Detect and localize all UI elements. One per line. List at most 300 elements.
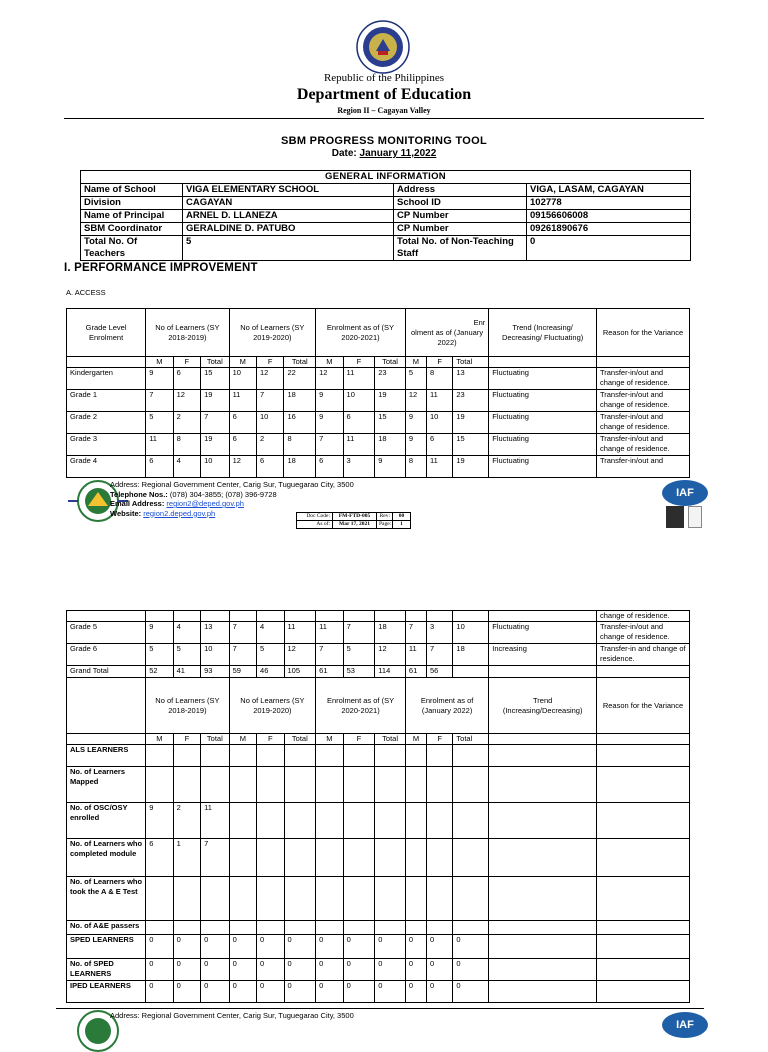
enrolment-row — [67, 390, 690, 412]
enrolment-value-cell: 15 — [375, 412, 406, 434]
hdr-jan2022-top: Enr — [473, 317, 486, 327]
enrolment-row — [67, 456, 690, 478]
als-row — [67, 877, 690, 921]
als-value-cell — [375, 745, 406, 767]
enrolment-value-cell: 12 — [173, 390, 200, 412]
als-value-cell — [405, 839, 426, 877]
enrolment-value-cell: 19 — [201, 390, 230, 412]
als-value-cell — [427, 839, 453, 877]
als-trend-cell — [489, 981, 597, 1003]
als-value-cell — [229, 921, 256, 935]
als-trend-cell — [489, 839, 597, 877]
mf-blank — [489, 734, 597, 745]
als-value-cell: 0 — [229, 959, 256, 981]
als-value-cell — [375, 839, 406, 877]
als-reason-cell — [597, 935, 690, 959]
trend-cell: Fluctuating — [489, 622, 597, 644]
enrolment-value-cell: 56 — [427, 666, 453, 678]
enrolment-value-cell: 11 — [343, 434, 375, 456]
subsection-title: A. ACCESS — [66, 288, 106, 297]
als-value-cell: 1 — [173, 839, 200, 877]
enrolment-value-cell: 5 — [405, 368, 426, 390]
als-value-cell — [453, 839, 489, 877]
access-table-page1 — [66, 308, 690, 478]
general-info-cell: CAGAYAN — [183, 197, 394, 210]
mf-header-total: Total — [453, 734, 489, 745]
als-hdr-sy2020: Enrolment as of (SY 2020-2021) — [316, 678, 406, 734]
general-info-row — [81, 236, 691, 261]
als-value-cell: 0 — [427, 959, 453, 981]
als-value-cell — [257, 839, 284, 877]
page-label: Page: — [377, 521, 393, 529]
mf-header-f: F — [427, 734, 453, 745]
trend-cell: Fluctuating — [489, 412, 597, 434]
als-value-cell: 0 — [316, 935, 343, 959]
enrolment-value-cell: 3 — [343, 456, 375, 478]
enrolment-value-cell: 6 — [257, 456, 284, 478]
als-value-cell — [173, 921, 200, 935]
als-value-cell — [229, 803, 256, 839]
footer-telephone: (078) 304-3855; (078) 396-9728 — [169, 489, 277, 499]
als-value-cell — [316, 803, 343, 839]
mf-header-m: M — [146, 734, 173, 745]
als-value-cell: 0 — [146, 981, 173, 1003]
trend-cell: Fluctuating — [489, 390, 597, 412]
hdr-sy2019: No of Learners (SY 2019-2020) — [229, 309, 316, 357]
als-value-cell — [316, 745, 343, 767]
als-trend-cell — [489, 745, 597, 767]
enrolment-value-cell: 16 — [284, 412, 316, 434]
als-value-cell: 0 — [229, 935, 256, 959]
als-value-cell — [146, 921, 173, 935]
general-info-cell: 0 — [527, 236, 691, 261]
hdr-sy2018: No of Learners (SY 2018-2019) — [146, 309, 229, 357]
als-value-cell — [375, 767, 406, 803]
general-info-cell: Name of Principal — [81, 210, 183, 223]
general-info-cell: 5 — [183, 236, 394, 261]
grade-level-cell: Grade 3 — [67, 434, 146, 456]
enrolment-row — [67, 434, 690, 456]
enrolment-value-cell: 11 — [229, 390, 256, 412]
enrolment-value-cell: 9 — [405, 434, 426, 456]
iaf-badge-2: IAF — [662, 1012, 708, 1038]
als-value-cell — [427, 745, 453, 767]
mf-header-total: Total — [201, 357, 230, 368]
als-value-cell: 0 — [284, 981, 316, 1003]
als-trend-cell — [489, 921, 597, 935]
footer-email-link[interactable]: region2@deped.gov.ph — [166, 499, 244, 508]
enrolment-value-cell: 19 — [453, 456, 489, 478]
enrolment-value-cell: 114 — [375, 666, 406, 678]
page-value: 1 — [393, 521, 411, 529]
region-text: Region II – Cagayan Valley — [337, 106, 431, 115]
enrolment-value-cell: 15 — [201, 368, 230, 390]
enrolment-value-cell: 93 — [201, 666, 230, 678]
enrolment-value-cell: 6 — [316, 456, 343, 478]
als-value-cell: 0 — [453, 959, 489, 981]
als-row — [67, 803, 690, 839]
date-label: Date: — [331, 148, 357, 159]
date-value: January 11,2022 — [359, 148, 437, 159]
enrolment-row — [67, 666, 690, 678]
document-date — [0, 148, 768, 159]
als-value-cell — [453, 921, 489, 935]
enrolment-value-cell: 18 — [284, 456, 316, 478]
mf-blank — [596, 357, 689, 368]
als-value-cell: 11 — [201, 803, 230, 839]
general-info-cell: Total No. of Non-Teaching Staff — [394, 236, 527, 261]
als-value-cell: 0 — [427, 981, 453, 1003]
als-value-cell — [343, 745, 375, 767]
enrolment-value-cell: 18 — [284, 390, 316, 412]
enrolment-value-cell: 5 — [146, 412, 173, 434]
enrolment-value-cell: 46 — [257, 666, 284, 678]
enrolment-value-cell: 11 — [426, 456, 452, 478]
mf-header-total: Total — [284, 357, 316, 368]
enrolment-value-cell: 22 — [284, 368, 316, 390]
general-info-cell: VIGA ELEMENTARY SCHOOL — [183, 184, 394, 197]
hdr-jan2022 — [405, 309, 488, 357]
enrolment-value-cell: 10 — [343, 390, 375, 412]
enrolment-value-cell — [453, 666, 489, 678]
enrolment-row — [67, 412, 690, 434]
als-value-cell: 0 — [229, 981, 256, 1003]
mf-blank — [67, 357, 146, 368]
document-title: SBM PROGRESS MONITORING TOOL — [280, 135, 487, 147]
general-info-cell: Total No. Of Teachers — [81, 236, 183, 261]
als-label-cell: No. of Learners who completed module — [67, 839, 146, 877]
als-value-cell — [343, 767, 375, 803]
grade-level-cell: Grade 1 — [67, 390, 146, 412]
general-info-heading: GENERAL INFORMATION — [81, 171, 691, 184]
general-info-cell: 09156606008 — [527, 210, 691, 223]
als-reason-cell — [597, 921, 690, 935]
ukas-logo — [688, 506, 702, 528]
doc-code-value: FM-FTD-005 — [333, 513, 377, 521]
als-row — [67, 981, 690, 1003]
als-value-cell: 6 — [146, 839, 173, 877]
page2-footer-divider — [56, 1008, 704, 1009]
general-info-cell: Name of School — [81, 184, 183, 197]
mf-header-total: Total — [375, 734, 406, 745]
enrolment-value-cell: 41 — [173, 666, 200, 678]
als-value-cell: 0 — [316, 981, 343, 1003]
als-label-cell: No. of A&E passers — [67, 921, 146, 935]
als-value-cell — [427, 921, 453, 935]
reason-cell: Transfer-in/out and change of residence. — [596, 390, 689, 412]
als-value-cell: 0 — [343, 981, 375, 1003]
general-info-cell: Address — [394, 184, 527, 197]
asof-value: Mar 17, 2021 — [333, 521, 377, 529]
mf-header-f: F — [257, 357, 284, 368]
als-label-cell: No. of Learners Mapped — [67, 767, 146, 803]
als-value-cell — [201, 745, 230, 767]
enrolment-value-cell: 18 — [453, 644, 489, 666]
enrolment-value-cell: 9 — [146, 368, 173, 390]
deped-seal-logo — [356, 20, 410, 74]
als-trend-cell — [489, 935, 597, 959]
enrolment-value-cell: 7 — [229, 622, 256, 644]
als-row — [67, 745, 690, 767]
als-value-cell — [316, 767, 343, 803]
grade-level-cell: Grade 2 — [67, 412, 146, 434]
als-value-cell — [257, 745, 284, 767]
als-value-cell — [229, 767, 256, 803]
enrolment-value-cell: 53 — [343, 666, 375, 678]
als-value-cell: 0 — [375, 959, 406, 981]
enrolment-value-cell: 11 — [316, 622, 343, 644]
footer-email-line — [110, 499, 354, 509]
enrolment-value-cell: 8 — [405, 456, 426, 478]
als-reason-cell — [597, 877, 690, 921]
enrolment-value-cell: 18 — [375, 434, 406, 456]
enrolment-value-cell: 15 — [453, 434, 489, 456]
access-table-page2 — [66, 610, 690, 1003]
enrolment-value-cell: 18 — [375, 622, 406, 644]
als-value-cell: 0 — [146, 959, 173, 981]
als-value-cell: 0 — [427, 935, 453, 959]
general-info-cell: School ID — [394, 197, 527, 210]
als-reason-cell — [597, 839, 690, 877]
enrolment-value-cell: 4 — [173, 456, 200, 478]
footer-telephone-label: Telephone Nos.: — [110, 489, 168, 499]
als-value-cell — [316, 839, 343, 877]
als-value-cell — [229, 745, 256, 767]
als-value-cell — [427, 803, 453, 839]
als-trend-cell — [489, 877, 597, 921]
general-info-cell: SBM Coordinator — [81, 223, 183, 236]
general-info-cell: 102778 — [527, 197, 691, 210]
als-value-cell: 0 — [284, 935, 316, 959]
mf-header-total: Total — [453, 357, 489, 368]
enrolment-value-cell: 10 — [201, 644, 230, 666]
section-title: I. PERFORMANCE IMPROVEMENT — [64, 262, 258, 274]
general-info-cell: CP Number — [394, 223, 527, 236]
als-value-cell — [284, 921, 316, 935]
als-value-cell — [173, 767, 200, 803]
als-value-cell — [284, 803, 316, 839]
general-info-cell: 09261890676 — [527, 223, 691, 236]
mf-header-f: F — [343, 734, 375, 745]
enrolment-row — [67, 644, 690, 666]
als-value-cell — [146, 767, 173, 803]
hdr-trend: Trend (Increasing/ Decreasing/ Fluctuating) — [489, 309, 597, 357]
footer-website-link[interactable]: region2.deped.gov.ph — [143, 508, 216, 518]
als-value-cell — [257, 877, 284, 921]
mf-header-f: F — [426, 357, 452, 368]
als-value-cell — [316, 877, 343, 921]
als-row — [67, 935, 690, 959]
enrolment-value-cell: 5 — [146, 644, 173, 666]
enrolment-value-cell: 6 — [343, 412, 375, 434]
als-value-cell — [284, 839, 316, 877]
trend-cell — [489, 666, 597, 678]
enrolment-value-cell: 3 — [427, 622, 453, 644]
enrolment-value-cell: 19 — [201, 434, 230, 456]
als-value-cell: 0 — [453, 981, 489, 1003]
als-row — [67, 921, 690, 935]
doc-code-box — [296, 512, 411, 529]
enrolment-value-cell: 61 — [405, 666, 426, 678]
enrolment-value-cell: 6 — [229, 412, 256, 434]
enrolment-row — [67, 368, 690, 390]
footer-address: Address: Regional Government Center, Carig Sur, Tuguegarao City, 3500 — [110, 480, 354, 489]
reason-cell: Transfer-in/out and — [596, 456, 689, 478]
header-divider — [64, 118, 704, 119]
als-value-cell — [201, 921, 230, 935]
enrolment-value-cell: 23 — [453, 390, 489, 412]
als-value-cell — [405, 803, 426, 839]
footer-telephone-line — [110, 490, 354, 500]
als-value-cell — [405, 767, 426, 803]
als-value-cell — [453, 767, 489, 803]
als-value-cell: 0 — [146, 935, 173, 959]
als-reason-cell — [597, 745, 690, 767]
general-info-row — [81, 184, 691, 197]
als-value-cell — [257, 921, 284, 935]
enrolment-value-cell: 2 — [257, 434, 284, 456]
als-value-cell — [375, 921, 406, 935]
als-value-cell: 0 — [375, 981, 406, 1003]
als-label-cell: ALS LEARNERS — [67, 745, 146, 767]
enrolment-value-cell: 5 — [173, 644, 200, 666]
enrolment-value-cell: 9 — [316, 412, 343, 434]
als-value-cell — [201, 877, 230, 921]
grade-level-cell: Grade 6 — [67, 644, 146, 666]
als-value-cell — [343, 803, 375, 839]
mf-header-total: Total — [201, 734, 230, 745]
als-value-cell — [453, 877, 489, 921]
als-value-cell — [284, 767, 316, 803]
general-info-cell: VIGA, LASAM, CAGAYAN — [527, 184, 691, 197]
enrolment-value-cell: 7 — [201, 412, 230, 434]
als-value-cell — [453, 803, 489, 839]
mf-header-m: M — [405, 357, 426, 368]
enrolment-value-cell: 10 — [201, 456, 230, 478]
general-info-cell: GERALDINE D. PATUBO — [183, 223, 394, 236]
enrolment-value-cell: 12 — [229, 456, 256, 478]
republic-text: Republic of the Philippines — [323, 72, 445, 84]
enrolment-value-cell: 11 — [426, 390, 452, 412]
als-label-cell: SPED LEARNERS — [67, 935, 146, 959]
enrolment-value-cell: 9 — [316, 390, 343, 412]
enrolment-value-cell: 10 — [229, 368, 256, 390]
grade-level-cell: Grade 4 — [67, 456, 146, 478]
enrolment-value-cell: 7 — [316, 434, 343, 456]
hdr-sy2020: Enrolment as of (SY 2020-2021) — [316, 309, 406, 357]
general-info-cell: Division — [81, 197, 183, 210]
enrolment-value-cell: 13 — [453, 368, 489, 390]
reason-cell — [597, 666, 690, 678]
general-info-row — [81, 197, 691, 210]
als-value-cell — [405, 745, 426, 767]
enrolment-value-cell: 13 — [201, 622, 230, 644]
mf-header-m: M — [146, 357, 173, 368]
als-row — [67, 959, 690, 981]
mf-header-f: F — [343, 357, 375, 368]
general-info-cell: ARNEL D. LLANEZA — [183, 210, 394, 223]
als-value-cell: 0 — [405, 935, 426, 959]
hdr-reason: Reason for the Variance — [596, 309, 689, 357]
als-value-cell: 0 — [257, 981, 284, 1003]
mf-blank — [67, 734, 146, 745]
als-value-cell — [405, 921, 426, 935]
general-info-cell: CP Number — [394, 210, 527, 223]
general-info-row — [81, 223, 691, 236]
grade-level-cell: Grade 5 — [67, 622, 146, 644]
general-info-table — [80, 170, 691, 261]
enrolment-value-cell: 52 — [146, 666, 173, 678]
reason-cell: Transfer-in/out and change of residence. — [597, 622, 690, 644]
enrolment-value-cell: 8 — [426, 368, 452, 390]
enrolment-value-cell: 6 — [146, 456, 173, 478]
rev-label: Rev: — [377, 513, 393, 521]
als-value-cell: 0 — [201, 981, 230, 1003]
als-trend-cell — [489, 767, 597, 803]
carry-over-reason: change of residence. — [597, 611, 690, 622]
enrolment-value-cell: 7 — [427, 644, 453, 666]
als-value-cell — [173, 877, 200, 921]
grade-level-cell: Grand Total — [67, 666, 146, 678]
als-value-cell: 0 — [173, 935, 200, 959]
enrolment-value-cell: 19 — [375, 390, 406, 412]
als-value-cell: 0 — [201, 959, 230, 981]
enrolment-value-cell: 10 — [257, 412, 284, 434]
enrolment-value-cell: 7 — [146, 390, 173, 412]
als-value-cell: 0 — [284, 959, 316, 981]
enrolment-value-cell: 4 — [257, 622, 284, 644]
mf-header-total: Total — [284, 734, 316, 745]
hdr-grade-level: Grade Level Enrolment — [67, 309, 146, 357]
enrolment-value-cell: 5 — [343, 644, 375, 666]
department-title: Department of Education — [296, 86, 472, 103]
reason-cell: Transfer-in/out and change of residence. — [596, 368, 689, 390]
mf-header-f: F — [173, 734, 200, 745]
als-value-cell — [229, 839, 256, 877]
als-value-cell: 0 — [257, 959, 284, 981]
als-value-cell — [343, 839, 375, 877]
enrolment-value-cell: 5 — [257, 644, 284, 666]
als-value-cell — [453, 745, 489, 767]
mf-header-f: F — [257, 734, 284, 745]
enrolment-value-cell: 7 — [343, 622, 375, 644]
als-value-cell — [284, 877, 316, 921]
als-value-cell — [343, 877, 375, 921]
mf-header-m: M — [229, 357, 256, 368]
enrolment-value-cell: 59 — [229, 666, 256, 678]
als-hdr-blank — [67, 678, 146, 734]
mf-header-f: F — [173, 357, 200, 368]
certification-logo — [666, 506, 684, 528]
als-label-cell: No. of Learners who took the A & E Test — [67, 877, 146, 921]
reason-cell: Transfer-in/out and change of residence. — [596, 412, 689, 434]
enrolment-value-cell: 2 — [173, 412, 200, 434]
enrolment-value-cell: 6 — [173, 368, 200, 390]
als-value-cell: 7 — [201, 839, 230, 877]
als-label-cell: No. of OSC/OSY enrolled — [67, 803, 146, 839]
footer-address-2: Address: Regional Government Center, Carig Sur, Tuguegarao City, 3500 — [110, 1011, 354, 1020]
enrolment-value-cell: 11 — [146, 434, 173, 456]
mf-header-total: Total — [375, 357, 406, 368]
als-value-cell — [343, 921, 375, 935]
als-hdr-sy2019: No of Learners (SY 2019-2020) — [229, 678, 316, 734]
enrolment-value-cell: 7 — [405, 622, 426, 644]
als-value-cell: 0 — [453, 935, 489, 959]
als-value-cell: 2 — [173, 803, 200, 839]
als-value-cell — [201, 767, 230, 803]
enrolment-value-cell: 19 — [453, 412, 489, 434]
als-reason-cell — [597, 767, 690, 803]
